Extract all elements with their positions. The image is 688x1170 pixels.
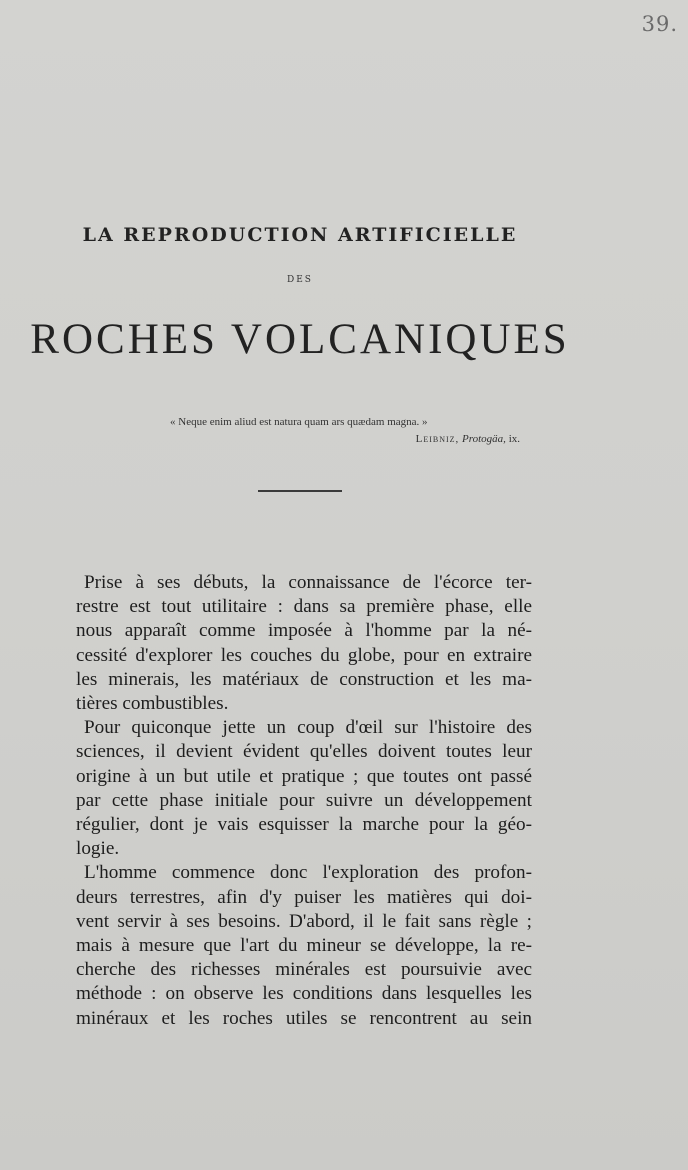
text-line: logie. [76,838,120,860]
text-line: les minerais, les matériaux de construction et les ma- [76,668,532,690]
epigraph [170,414,550,448]
text-line: par cette phase initiale pour suivre un développement [76,789,532,811]
title-des: DES [287,275,313,285]
text-line: sciences, il devient évident qu'elles doivent toutes leur [76,741,532,763]
text-line: restre est tout utilitaire : dans sa première phase, elle [76,596,532,618]
text-line: Pour quiconque jette un coup d'œil sur l'histoire des [84,717,532,739]
paragraph-1 [76,571,532,716]
text-line: vent servir à ses besoins. D'abord, il le fait sans règle ; [76,910,532,932]
epigraph-work: Protogäa, [462,433,506,445]
page-number: 39. [641,12,678,36]
text-line: L'homme commence donc l'exploration des profon- [84,862,532,884]
epigraph-attribution [170,431,550,448]
text-line: mais à mesure que l'art du mineur se développe, la re- [76,935,532,957]
divider-rule [258,490,342,492]
text-line: régulier, dont je vais esquisser la marche pour la géo- [76,814,532,836]
text-line: méthode : on observe les conditions dans lesquelles les [76,983,532,1005]
epigraph-ref: ix. [508,433,520,445]
epigraph-author: Leibniz, [415,433,460,445]
text-line: nous apparaît comme imposée à l'homme par la né- [76,620,532,642]
text-line: tières combustibles. [76,693,229,715]
text-line: Prise à ses débuts, la connaissance de l'écorce ter- [84,572,532,593]
text-line: origine à un but utile et pratique ; que toutes ont passé [76,765,532,787]
page-title: ROCHES VOLCANIQUES [30,316,570,363]
text-line: cessité d'explorer les couches du globe, pour en extraire [76,644,532,666]
text-line: minéraux et les roches utiles se rencontrent au sein [76,1007,532,1029]
paragraph-2 [76,716,532,861]
paragraph-3 [76,861,532,1030]
text-line: deurs terrestres, afin d'y puiser les matières qui doi- [76,886,532,908]
epigraph-quote: « Neque enim aliud est natura quam ars quædam magna. » [170,416,428,428]
body-text [76,571,532,1031]
text-line: cherche des richesses minérales est poursuivie avec [76,959,532,981]
title-line-1: LA REPRODUCTION ARTIFICIELLE [82,224,518,246]
